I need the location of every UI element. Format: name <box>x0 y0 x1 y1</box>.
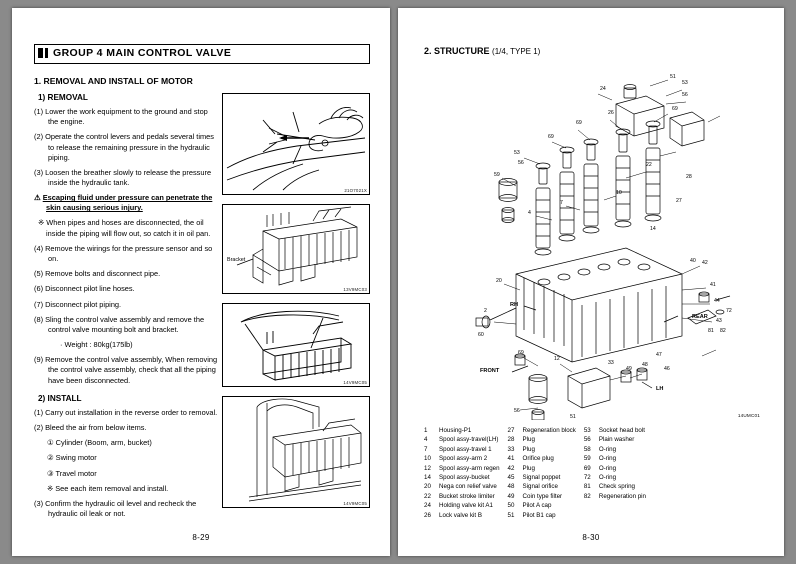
removal-note-1: ※ When pipes and hoses are disconnected, the oil inside the piping will flow out, so catch it in oil pan. <box>38 218 211 238</box>
legend-no: 12 <box>424 464 431 472</box>
legend-no: 49 <box>507 492 515 500</box>
group-header-bar2-icon <box>45 48 48 58</box>
legend-label: Spool assy-arm 2 <box>439 455 488 463</box>
legend-no: 24 <box>424 502 431 510</box>
legend-numbers-1 <box>424 426 439 520</box>
legend-no: 14 <box>424 474 431 482</box>
callout-51-top: 51 <box>670 74 676 80</box>
legend-label: O-ring <box>598 474 617 482</box>
install-sub-1: ① Cylinder (Boom, arm, bucket) <box>47 438 152 448</box>
legend-label: O-ring <box>598 464 617 472</box>
legend-numbers-2 <box>508 426 523 520</box>
callout-20: 20 <box>496 278 502 284</box>
legend-label: Orifice plug <box>522 455 554 463</box>
diagram-label-front: FRONT <box>480 368 500 374</box>
removal-item-2: (2) Operate the control levers and pedals several times to release the remaining pressure in the hydraulic piping. <box>34 132 214 162</box>
callout-69d: 69 <box>518 350 524 356</box>
legend-label: Pilot A cap <box>522 502 552 510</box>
left-page-folio: 8-29 <box>192 533 210 542</box>
diagram-label-rear: REAR <box>692 314 708 320</box>
callout-49: 49 <box>626 366 632 372</box>
removal-item-6: (6) Disconnect pilot line hoses. <box>34 284 135 294</box>
callout-7: 7 <box>560 200 563 206</box>
legend-no: 48 <box>507 483 515 491</box>
structure-title-text: 2. STRUCTURE <box>424 46 490 56</box>
legend-label: Signal orifice <box>522 483 558 491</box>
group-header <box>34 44 370 64</box>
figure-2-bracket-label: Bracket <box>227 257 246 263</box>
legend-label: Regeneration pin <box>598 492 646 500</box>
structure-title <box>424 46 764 56</box>
callout-56-top: 56 <box>682 92 688 98</box>
legend-no: 53 <box>583 427 591 434</box>
callout-24: 24 <box>600 86 606 92</box>
callout-69b: 69 <box>576 120 582 126</box>
callout-10: 10 <box>616 190 622 196</box>
legend-no: 28 <box>507 436 515 444</box>
legend-label: Housing-P1 <box>439 427 472 434</box>
legend-label: Plug <box>522 464 535 472</box>
legend-label: O-ring <box>598 455 617 463</box>
figure-sling-valve-art <box>223 304 369 386</box>
left-page <box>12 8 390 556</box>
legend-no: 33 <box>507 445 515 453</box>
legend-no: 45 <box>507 474 515 482</box>
diagram-code: 14UMC01 <box>737 413 760 418</box>
legend-no: 26 <box>424 511 431 519</box>
figure-sling-valve <box>222 303 370 387</box>
weight-note: · Weight : 80kg(175lb) <box>60 340 133 350</box>
legend-label: Signal poppet <box>522 474 561 482</box>
callout-22: 22 <box>646 162 652 168</box>
install-item-3: (3) Confirm the hydraulic oil level and recheck the hydraulic oil leak or not. <box>34 499 197 519</box>
install-sub-3: ③ Travel motor <box>47 468 97 478</box>
callout-56c: 56 <box>514 408 520 414</box>
left-figure-column <box>222 93 370 517</box>
legend-label: Lock valve kit B <box>439 511 482 519</box>
removal-item-5: (5) Remove bolts and disconnect pipe. <box>34 269 161 279</box>
removal-item-1: (1) Lower the work equipment to the ground and stop the engine. <box>34 107 208 127</box>
callout-48: 48 <box>642 362 648 368</box>
figure-control-valve-bracket <box>222 204 370 294</box>
callout-82: 82 <box>720 328 726 334</box>
legend-no: 51 <box>507 511 515 519</box>
diagram-label-lh: LH <box>656 386 664 392</box>
legend-no: 72 <box>583 474 591 482</box>
removal-item-8: (8) Sling the control valve assembly and remove the control valve mounting bolt and bracket. <box>34 314 205 335</box>
legend-no: 42 <box>507 464 515 472</box>
legend-label: Plain washer <box>598 436 635 444</box>
removal-item-4: (4) Remove the wirings for the pressure sensor and so on. <box>34 243 213 264</box>
callout-59: 59 <box>494 172 500 178</box>
callout-4: 4 <box>528 210 531 216</box>
warning-triangle-icon: ⚠ <box>34 193 41 203</box>
removal-item-9: (9) Remove the control valve assembly, When removing the control valve assembly, check that all the piping have been disconnected. <box>34 355 218 385</box>
callout-69a: 69 <box>548 134 554 140</box>
legend-label: Coin type filter <box>522 492 563 500</box>
legend-no: 82 <box>583 492 591 500</box>
figure-control-valve-bracket-art <box>223 205 369 293</box>
legend-no: 27 <box>507 427 515 434</box>
parts-legend-col-1 <box>424 426 500 520</box>
callout-2: 2 <box>484 308 487 314</box>
legend-label: Spool assy-arm regen <box>439 464 500 472</box>
warning-text <box>34 193 220 213</box>
legend-no: 10 <box>424 455 431 463</box>
left-text-column <box>34 93 220 524</box>
callout-56b: 56 <box>518 160 524 166</box>
parts-legend <box>424 426 764 520</box>
legend-no: 69 <box>583 464 591 472</box>
callout-41: 41 <box>710 282 716 288</box>
figure-valve-piping-art <box>223 397 369 507</box>
figure-fluid-injection-art <box>223 94 369 194</box>
callout-28: 28 <box>686 174 692 180</box>
callout-40: 40 <box>690 258 696 264</box>
figure-1-caption: 21O7021X <box>344 188 367 193</box>
right-page <box>398 8 784 556</box>
callout-43: 43 <box>716 318 722 324</box>
parts-legend-col-3 <box>584 426 646 520</box>
callout-81: 81 <box>708 328 714 334</box>
install-item-1: (1) Carry out installation in the reverse order to removal. <box>34 407 218 417</box>
legend-label: O-ring <box>598 445 617 453</box>
install-note: ※ See each item removal and install. <box>47 483 169 493</box>
legend-no: 59 <box>583 455 591 463</box>
right-page-folio: 8-30 <box>582 533 600 542</box>
legend-labels-1 <box>439 426 500 520</box>
legend-labels-2 <box>523 426 576 520</box>
group-header-text: GROUP 4 MAIN CONTROL VALVE <box>53 47 232 59</box>
legend-label: Socket head bolt <box>598 427 645 434</box>
warning-label: Escaping fluid under pressure can penetrate the skin causing serious injury. <box>42 193 213 213</box>
legend-no: 4 <box>424 436 428 444</box>
callout-26: 26 <box>608 110 614 116</box>
removal-item-3: (3) Loosen the breather slowly to release the pressure inside the hydraulic tank. <box>34 168 212 188</box>
legend-no: 50 <box>507 502 515 510</box>
legend-no: 7 <box>424 445 428 453</box>
callout-33: 33 <box>608 360 614 366</box>
diagram-label-rh: RH <box>510 302 519 308</box>
callout-44: 44 <box>714 298 720 304</box>
legend-no: 81 <box>583 483 591 491</box>
callout-27: 27 <box>676 198 682 204</box>
section-title: 1. REMOVAL AND INSTALL OF MOTOR <box>34 76 193 86</box>
install-item-2: (2) Bleed the air from below items. <box>34 423 147 433</box>
callout-12: 12 <box>554 356 560 362</box>
legend-label: Plug <box>522 436 535 444</box>
legend-label: Spool assy-travel(LH) <box>439 436 499 444</box>
legend-label: Spool assy-bucket <box>439 474 490 482</box>
legend-no: 56 <box>583 436 591 444</box>
legend-label: Pilot B1 cap <box>522 511 556 519</box>
legend-no: 22 <box>424 492 431 500</box>
legend-no: 41 <box>507 455 515 463</box>
legend-numbers-3 <box>584 426 599 520</box>
callout-60: 60 <box>478 332 484 338</box>
legend-label: Check spring <box>598 483 635 491</box>
removal-title: 1) REMOVAL <box>38 93 88 102</box>
removal-item-7: (7) Disconnect pilot piping. <box>34 299 122 309</box>
callout-14: 14 <box>650 226 656 232</box>
callout-53b: 53 <box>514 150 520 156</box>
callout-42: 42 <box>702 260 708 266</box>
legend-label: Bucket stroke limiter <box>439 492 495 500</box>
legend-labels-3 <box>599 426 646 520</box>
callout-47: 47 <box>656 352 662 358</box>
callout-46: 46 <box>664 366 670 372</box>
legend-label: Nega con relief valve <box>439 483 497 491</box>
legend-no: 1 <box>424 427 428 434</box>
legend-label: Plug <box>522 445 535 453</box>
figure-fluid-injection <box>222 93 370 195</box>
callout-72: 72 <box>726 308 732 314</box>
callout-69c: 69 <box>672 106 678 112</box>
figure-2-caption: 13V9MC03 <box>343 287 367 292</box>
figure-4-caption: 14V9MC05 <box>343 501 367 506</box>
callout-51b: 51 <box>570 414 576 420</box>
callout-53-top: 53 <box>682 80 688 86</box>
legend-no: 20 <box>424 483 431 491</box>
legend-no: 58 <box>583 445 591 453</box>
legend-label: Holding valve kit A1 <box>439 502 493 510</box>
figure-3-caption: 14V9MC05 <box>343 380 367 385</box>
structure-title-sub: (1/4, TYPE 1) <box>492 47 541 56</box>
legend-label: Regeneration block <box>522 427 576 434</box>
main-control-valve-exploded-diagram <box>420 60 764 420</box>
exploded-diagram-art <box>420 60 764 420</box>
parts-legend-col-2 <box>508 426 576 520</box>
figure-valve-piping <box>222 396 370 508</box>
group-header-bar-icon <box>38 48 43 58</box>
install-sub-2: ② Swing motor <box>47 453 97 463</box>
install-title: 2) INSTALL <box>38 393 82 403</box>
legend-label: Spool assy-travel 1 <box>439 445 492 453</box>
